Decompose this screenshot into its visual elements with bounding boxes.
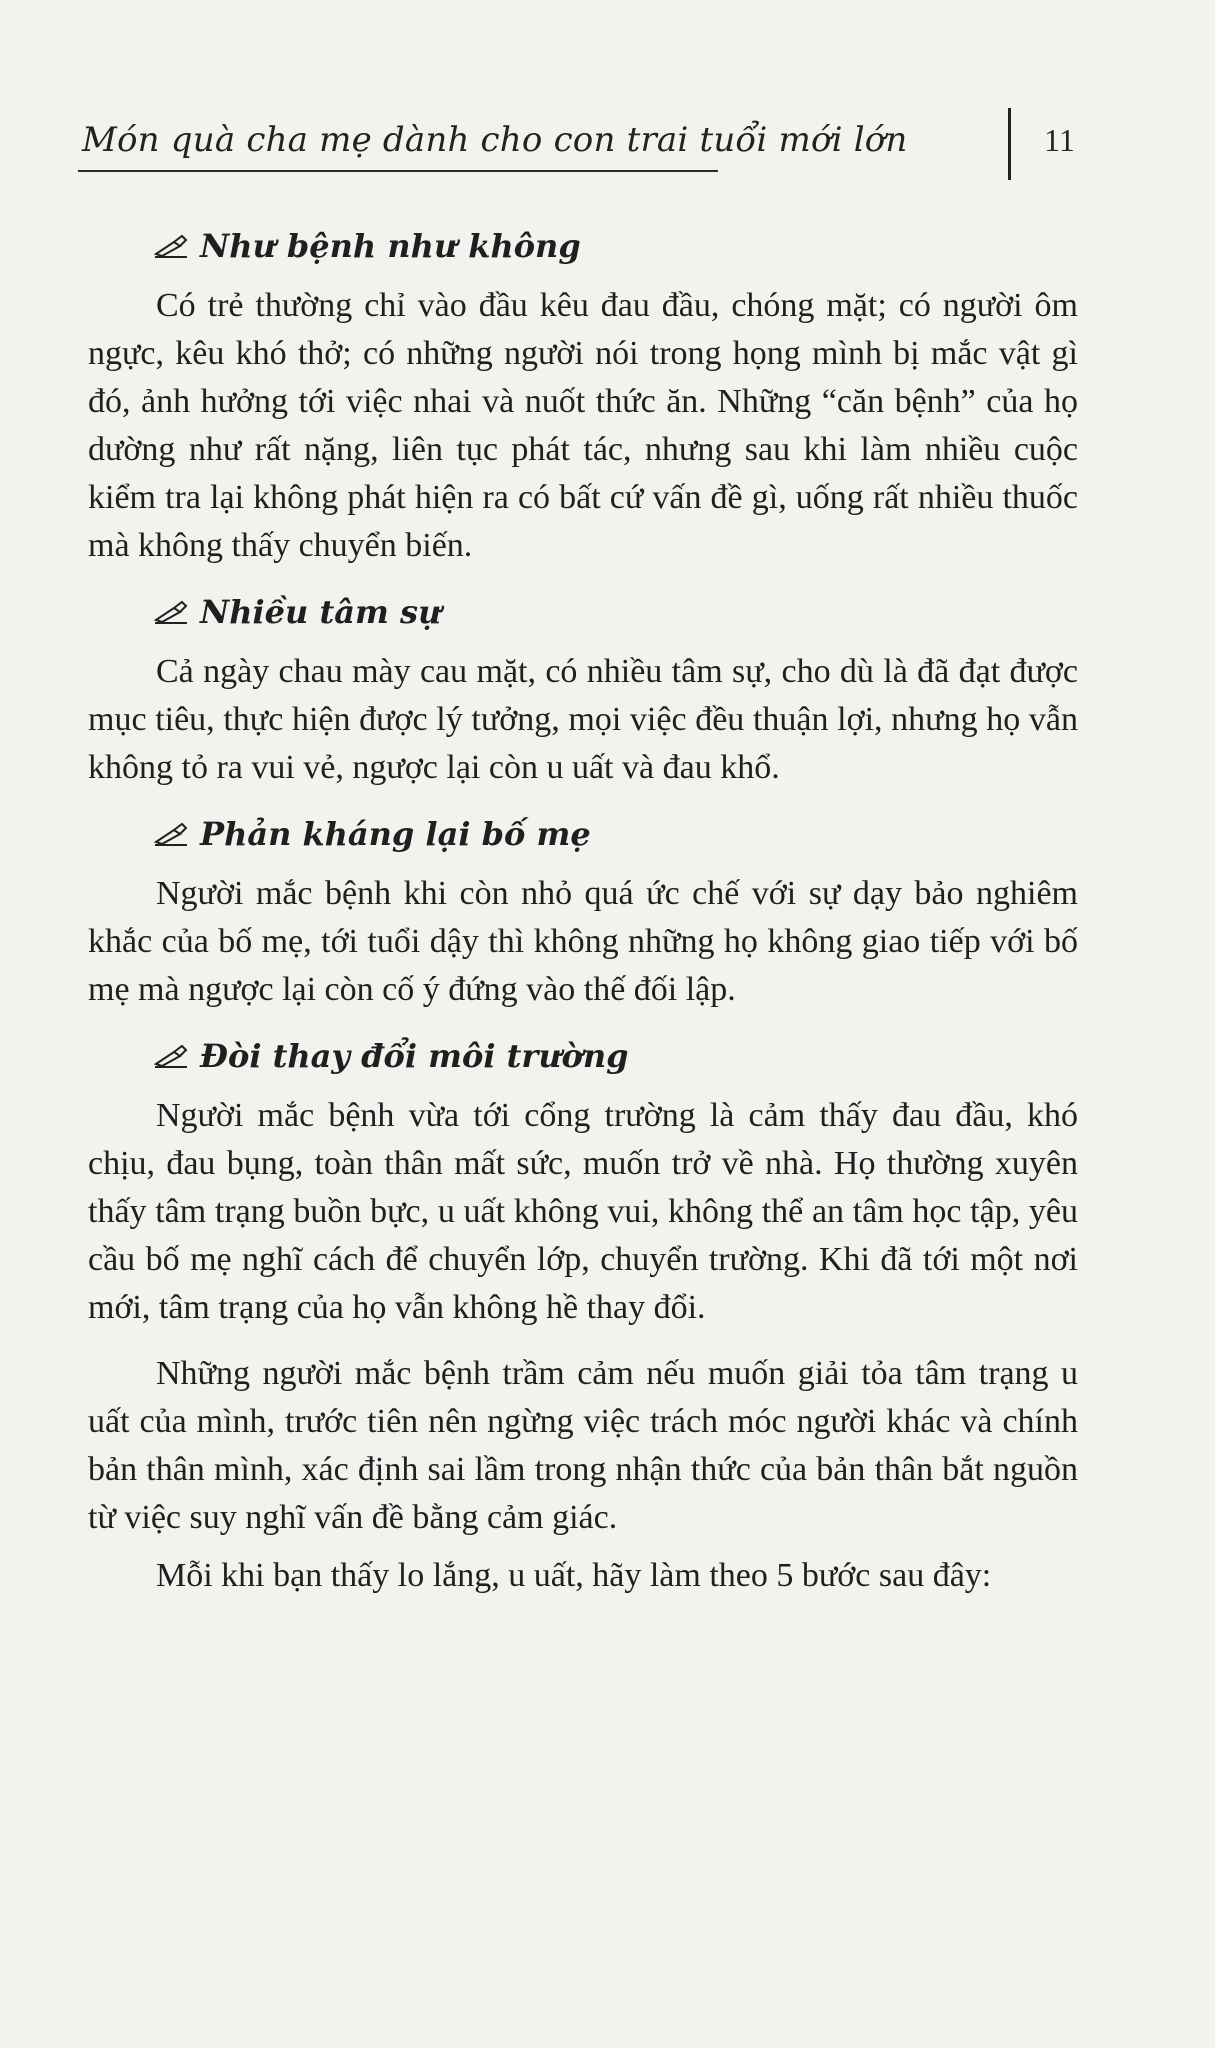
section-paragraph: Người mắc bệnh khi còn nhỏ quá ức chế với sự dạy bảo nghiêm khắc của bố mẹ, tới tuổi dậy thì không những họ không giao tiếp với bố mẹ mà ngược lại còn cố ý đứng vào thế đối lập.	[88, 875, 1078, 1008]
section-heading	[154, 1032, 1078, 1080]
pen-writing-icon	[154, 600, 188, 624]
section-paragraph: Người mắc bệnh vừa tới cổng trường là cảm thấy đau đầu, khó chịu, đau bụng, toàn thân mất sức, muốn trở về nhà. Họ thường xuyên thấy tâm trạng buồn bực, u uất không vui, không thể an tâm học tập, yêu cầu bố mẹ nghĩ cách để chuyển lớp, chuyển trường. Khi đã tới một nơi mới, tâm trạng của họ vẫn không hề thay đổi.	[88, 1097, 1078, 1326]
body-paragraph: Những người mắc bệnh trầm cảm nếu muốn giải tỏa tâm trạng u uất của mình, trước tiên nên ngừng việc trách móc người khác và chính bản thân mình, xác định sai lầm trong nhận thức của bản thân bắt nguồn từ việc suy nghĩ vấn đề bằng cảm giác.	[88, 1355, 1078, 1536]
section-paragraph: Có trẻ thường chỉ vào đầu kêu đau đầu, chóng mặt; có người ôm ngực, kêu khó thở; có những người nói trong họng mình bị mắc vật gì đó, ảnh hưởng tới việc nhai và nuốt thức ăn. Những “căn bệnh” của họ dường như rất nặng, liên tục phát tác, nhưng sau khi làm nhiều cuộc kiểm tra lại không phát hiện ra có bất cứ vấn đề gì, uống rất nhiều thuốc mà không thấy chuyển biến.	[88, 287, 1078, 564]
section-heading-text: Như bệnh như không	[200, 227, 581, 265]
page-header	[78, 108, 1138, 178]
page-number: 11	[1044, 122, 1075, 158]
section-heading	[154, 222, 1078, 270]
section-heading-text: Đòi thay đổi môi trường	[200, 1037, 629, 1075]
pen-writing-icon	[154, 822, 188, 846]
section-heading	[154, 810, 1078, 858]
section-heading	[154, 588, 1078, 636]
running-title: Món quà cha mẹ dành cho con trai tuổi mới lớn	[82, 120, 908, 160]
pen-writing-icon	[154, 1044, 188, 1068]
section-paragraph: Cả ngày chau mày cau mặt, có nhiều tâm sự, cho dù là đã đạt được mục tiêu, thực hiện được lý tưởng, mọi việc đều thuận lợi, nhưng họ vẫn không tỏ ra vui vẻ, ngược lại còn u uất và đau khổ.	[88, 653, 1078, 786]
body-paragraph: Mỗi khi bạn thấy lo lắng, u uất, hãy làm theo 5 bước sau đây:	[156, 1557, 992, 1594]
pen-writing-icon	[154, 234, 188, 258]
page-content	[88, 222, 1078, 1610]
section-heading-text: Nhiều tâm sự	[200, 593, 442, 631]
header-divider	[1008, 108, 1011, 180]
section-heading-text: Phản kháng lại bố mẹ	[200, 815, 591, 853]
title-underline	[78, 170, 718, 172]
